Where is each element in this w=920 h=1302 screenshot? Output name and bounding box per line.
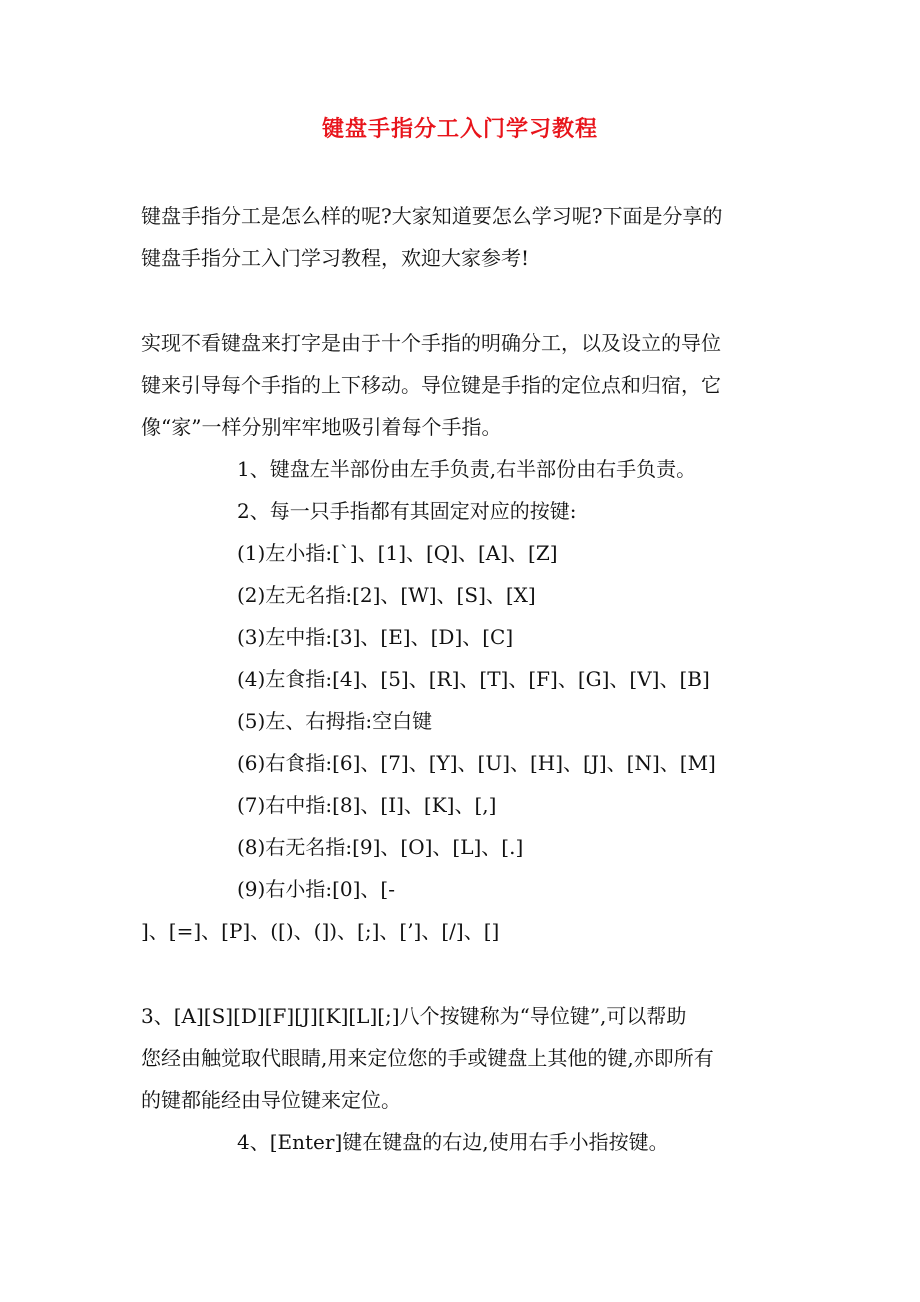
finger-line-4: (4)左食指:[4]、[5]、[R]、[T]、[F]、[G]、[V]、[B] <box>237 667 710 691</box>
finger-line-7: (7)右中指:[8]、[I]、[K]、[,] <box>237 793 497 817</box>
list-item-4: 4、[Enter]键在键盘的右边,使用右手小指按键。 <box>237 1130 669 1154</box>
intro-line-1: 键盘手指分工是怎么样的呢?大家知道要怎么学习呢?下面是分享的 <box>141 204 723 228</box>
finger-line-5: (5)左、右拇指:空白键 <box>237 709 433 733</box>
paragraph-2-line-3: 像“家”一样分别牢牢地吸引着每个手指。 <box>141 415 502 439</box>
paragraph-3-line-3: 的键都能经由导位键来定位。 <box>141 1088 401 1112</box>
list-item-1: 1、键盘左半部份由左手负责,右半部份由右手负责。 <box>237 457 697 481</box>
finger-line-2: (2)左无名指:[2]、[W]、[S]、[X] <box>237 583 536 607</box>
finger-line-8: (8)右无名指:[9]、[O]、[L]、[.] <box>237 835 524 859</box>
finger-line-3: (3)左中指:[3]、[E]、[D]、[C] <box>237 625 514 649</box>
finger-line-1: (1)左小指:[`]、[1]、[Q]、[A]、[Z] <box>237 541 558 565</box>
finger-line-9: (9)右小指:[0]、[- <box>237 877 395 901</box>
finger-line-6: (6)右食指:[6]、[7]、[Y]、[U]、[H]、[J]、[N]、[M] <box>237 751 716 775</box>
document-title: 键盘手指分工入门学习教程 <box>321 116 598 142</box>
finger-line-9-wrap: ]、[=]、[P]、([)、(])、[;]、[’]、[/]、[] <box>141 919 500 943</box>
list-item-2: 2、每一只手指都有其固定对应的按键: <box>237 499 577 523</box>
intro-line-2: 键盘手指分工入门学习教程，欢迎大家参考! <box>141 246 530 270</box>
paragraph-2-line-2: 键来引导每个手指的上下移动。导位键是手指的定位点和归宿，它 <box>141 373 721 397</box>
paragraph-3-line-1: 3、[A][S][D][F][J][K][L][;]八个按键称为“导位键”,可以帮助 <box>141 1004 687 1028</box>
paragraph-2-line-1: 实现不看键盘来打字是由于十个手指的明确分工，以及设立的导位 <box>141 331 721 355</box>
paragraph-3-line-2: 您经由触觉取代眼睛,用来定位您的手或键盘上其他的键,亦即所有 <box>141 1046 714 1070</box>
